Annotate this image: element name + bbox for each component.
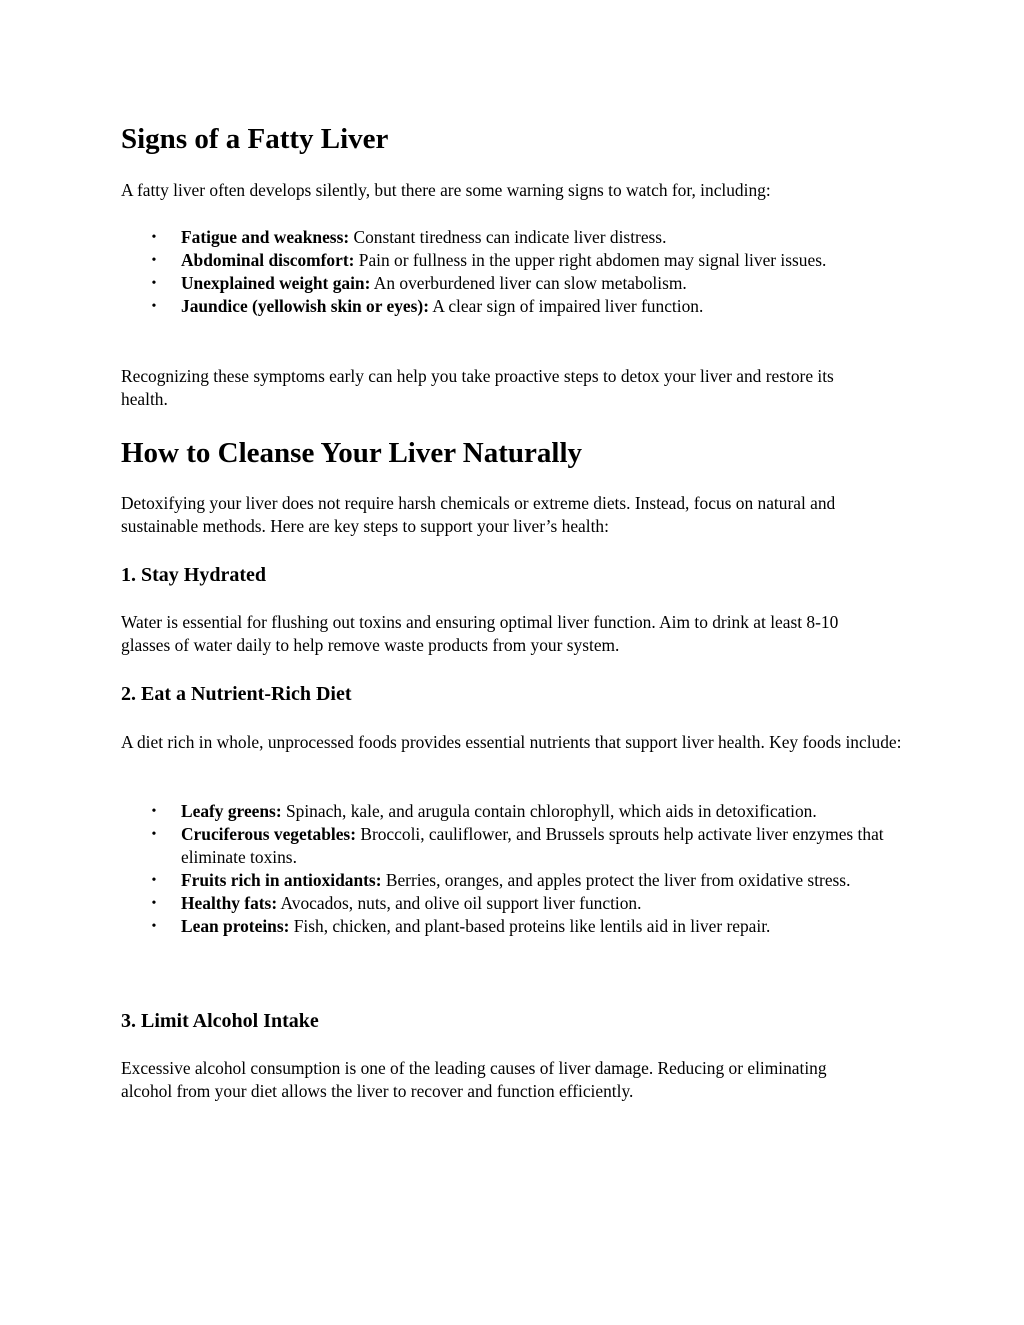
signs-outro: Recognizing these symptoms early can help you take proactive steps to detox your liver and restore its health.: [121, 366, 834, 409]
list-item: • Healthy fats: Avocados, nuts, and olive oil support liver function.: [121, 892, 911, 915]
section-heading-signs: Signs of a Fatty Liver: [121, 123, 389, 155]
bullet-icon: •: [151, 919, 157, 934]
bullet-icon: •: [151, 896, 157, 911]
list-item: • Unexplained weight gain: An overburdened liver can slow metabolism.: [121, 272, 911, 295]
bullet-icon: •: [151, 276, 157, 291]
list-item: • Cruciferous vegetables: Broccoli, cauliflower, and Brussels sprouts help activate liver enzymes that eliminate toxins.: [121, 823, 911, 869]
step1-heading: 1. Stay Hydrated: [121, 564, 266, 586]
step2-text: A diet rich in whole, unprocessed foods provides essential nutrients that support liver health. Key foods include:: [121, 732, 902, 752]
step1-text: Water is essential for flushing out toxins and ensuring optimal liver function. Aim to drink at least 8-10 glasses of water daily to help remove waste products from your system.: [121, 612, 839, 655]
foods-list: [121, 800, 911, 938]
list-item: • Fruits rich in antioxidants: Berries, oranges, and apples protect the liver from oxidative stress.: [121, 869, 911, 892]
list-item: • Jaundice (yellowish skin or eyes): A clear sign of impaired liver function.: [121, 295, 911, 318]
list-item: • Leafy greens: Spinach, kale, and arugula contain chlorophyll, which aids in detoxification.: [121, 800, 911, 823]
bullet-icon: •: [151, 873, 157, 888]
list-item: • Lean proteins: Fish, chicken, and plant-based proteins like lentils aid in liver repair.: [121, 915, 911, 938]
signs-list: [121, 226, 911, 318]
cleanse-intro: Detoxifying your liver does not require harsh chemicals or extreme diets. Instead, focus on natural and sustainable methods. Here are key steps to support your liver’s health:: [121, 493, 836, 536]
list-item: • Fatigue and weakness: Constant tiredness can indicate liver distress.: [121, 226, 911, 249]
step3-text: Excessive alcohol consumption is one of the leading causes of liver damage. Reducing or eliminating alcohol from your diet allows the liver to recover and function efficiently.: [121, 1058, 827, 1101]
bullet-icon: •: [151, 299, 157, 314]
bullet-icon: •: [151, 230, 157, 245]
step2-heading: 2. Eat a Nutrient-Rich Diet: [121, 683, 352, 705]
list-item: • Abdominal discomfort: Pain or fullness in the upper right abdomen may signal liver issues.: [121, 249, 911, 272]
bullet-icon: •: [151, 827, 157, 842]
bullet-icon: •: [151, 253, 157, 268]
signs-intro: A fatty liver often develops silently, but there are some warning signs to watch for, including:: [121, 180, 771, 200]
bullet-icon: •: [151, 804, 157, 819]
step3-heading: 3. Limit Alcohol Intake: [121, 1010, 319, 1032]
section-heading-cleanse: How to Cleanse Your Liver Naturally: [121, 437, 583, 469]
